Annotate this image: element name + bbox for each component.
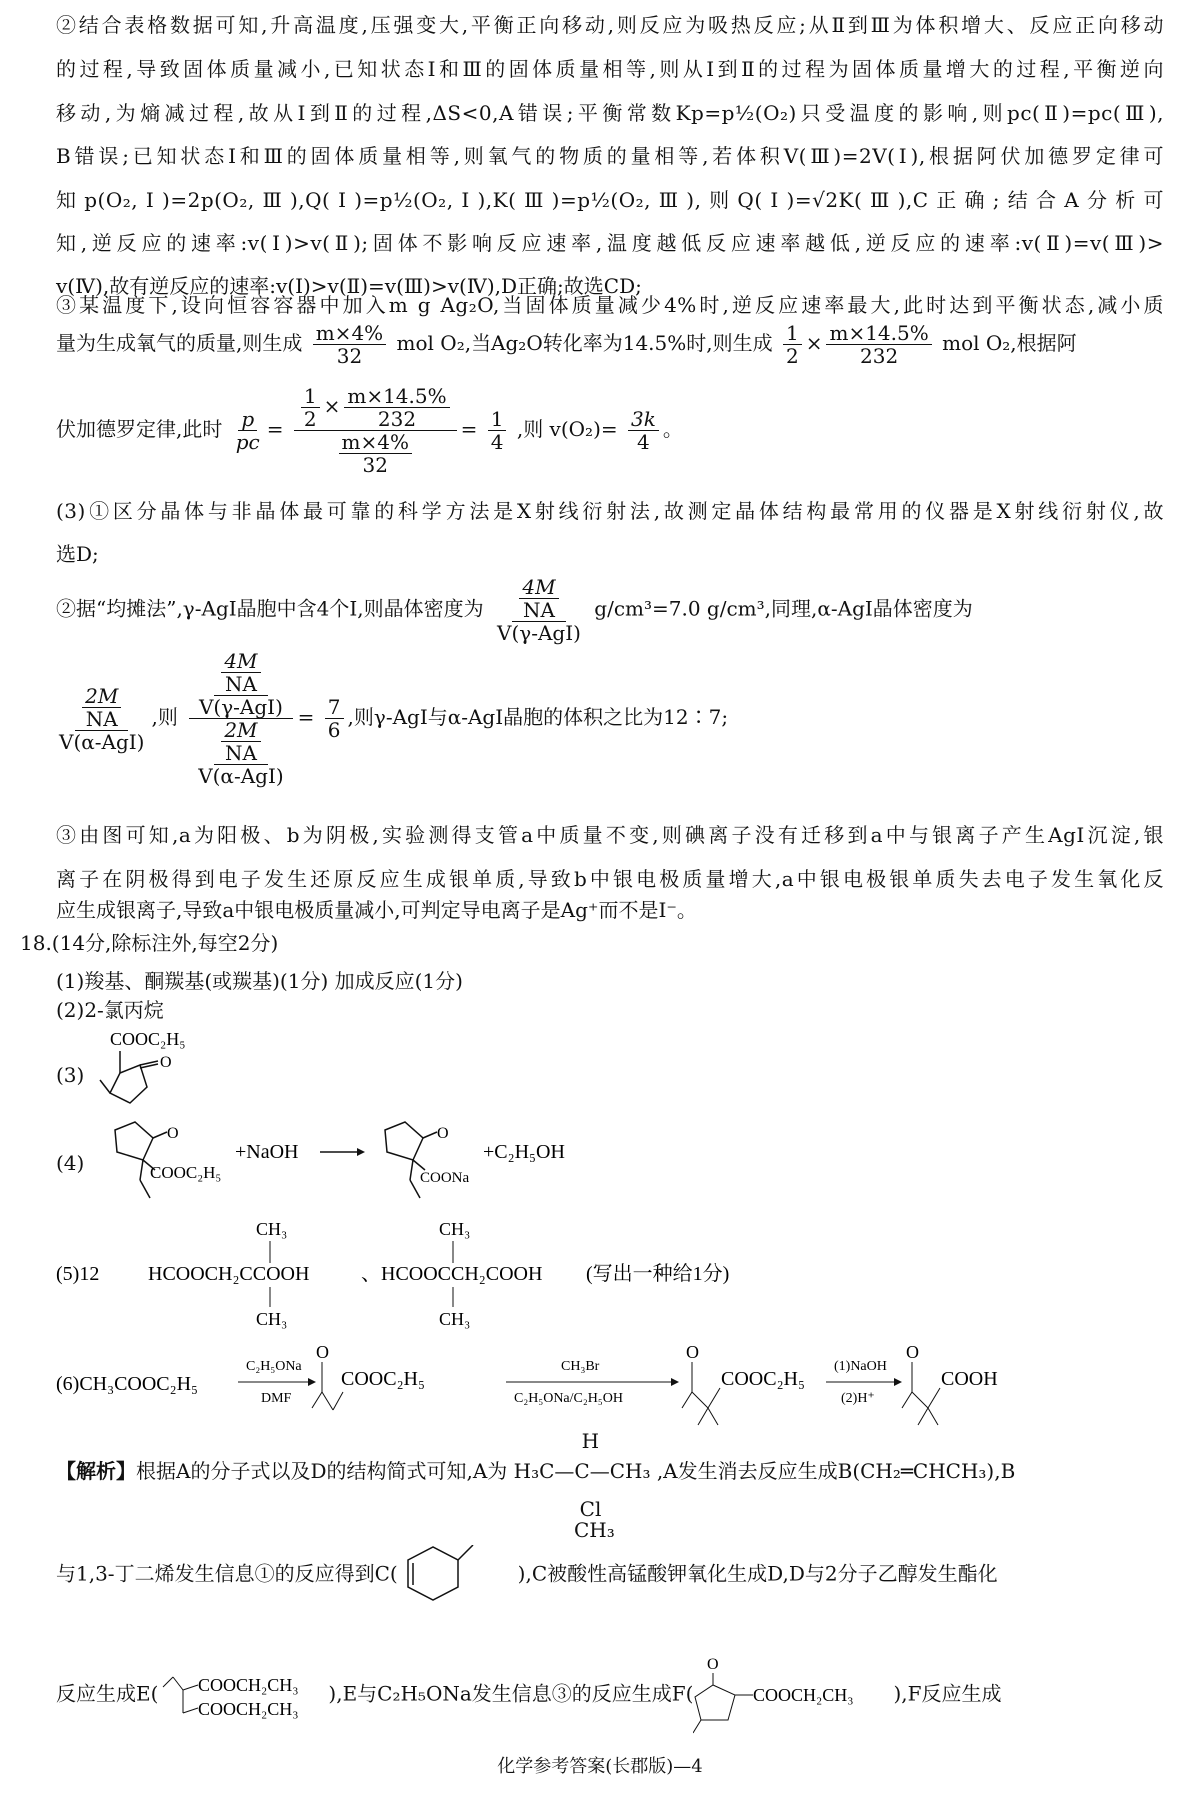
oxygen: O bbox=[707, 1656, 720, 1673]
den: 32 bbox=[336, 344, 363, 368]
text-line: 离子在阴极得到电子发生还原反应生成银单质,导致b中银电极质量增大,a中银电极银单质失去电子发生氧化反 bbox=[56, 867, 1164, 891]
separator: 、 bbox=[361, 1263, 381, 1285]
analysis-line bbox=[56, 1655, 1002, 1735]
num: 2M bbox=[82, 685, 121, 708]
question-header: 18.(14分,除标注外,每空2分) bbox=[20, 931, 279, 955]
den: 4 bbox=[637, 430, 650, 454]
fraction bbox=[301, 385, 320, 430]
hydrogen: H bbox=[581, 1429, 600, 1453]
fraction bbox=[519, 576, 558, 621]
den: 4 bbox=[490, 430, 504, 454]
num bbox=[512, 576, 565, 622]
text-line: ③由图可知,a为阳极、b为阴极,实验测得支管a中质量不变,则碘离子没有迁移到a中与银离子产生AgI沉淀,银 bbox=[56, 823, 1164, 847]
text: g/cm³=7.0 g/cm³,同理,α-AgI晶体密度为 bbox=[594, 596, 973, 621]
text: ,A发生消去反应生成B(CH₂═CHCH₃),B bbox=[656, 1459, 1016, 1483]
fraction bbox=[488, 408, 507, 453]
start-material: (6)CH₃COOC₂H₅ bbox=[56, 1373, 199, 1395]
product: +C₂H₅OH bbox=[483, 1141, 565, 1163]
text: 。 bbox=[662, 417, 683, 441]
fraction bbox=[325, 696, 344, 741]
compound-A bbox=[513, 1429, 651, 1521]
den: 32 bbox=[362, 453, 388, 477]
num: 4M bbox=[519, 576, 558, 599]
num: 3k bbox=[628, 408, 659, 431]
text: ),F反应生成 bbox=[893, 1681, 1002, 1706]
substituent: COONa bbox=[420, 1170, 470, 1186]
ester: COOCH₂CH₃ bbox=[198, 1699, 299, 1719]
fraction bbox=[221, 650, 260, 695]
num: 1 bbox=[783, 322, 802, 345]
reagent: (2)H⁺ bbox=[841, 1391, 875, 1406]
text: 反应生成E( bbox=[56, 1681, 159, 1706]
structure-F bbox=[693, 1655, 893, 1735]
fraction bbox=[313, 322, 386, 367]
den: 2 bbox=[785, 344, 799, 368]
num: 1 bbox=[301, 385, 320, 408]
text: ,则γ-AgI与α-AgI晶胞的体积之比为12∶7; bbox=[347, 705, 729, 729]
text-line: ③某温度下,设向恒容容器中加入m g Ag₂O,当固体质量减少4%时,逆反应速率最大,此时达到平衡状态,减小质 bbox=[56, 293, 1164, 317]
fraction bbox=[344, 385, 449, 430]
num: 4M bbox=[221, 650, 260, 673]
fraction bbox=[195, 719, 286, 787]
num bbox=[189, 650, 293, 719]
num bbox=[294, 385, 457, 431]
num: m×4% bbox=[339, 431, 412, 454]
ester: COOCH₂CH₃ bbox=[198, 1675, 299, 1695]
num bbox=[214, 719, 267, 765]
conditions: C₂H₅ONa/C₂H₅OH bbox=[514, 1391, 623, 1406]
den: 6 bbox=[327, 718, 341, 742]
fraction bbox=[196, 650, 286, 718]
den: 232 bbox=[377, 407, 417, 431]
times: × bbox=[323, 394, 341, 418]
times: × bbox=[805, 331, 823, 355]
den: V(α-AgI) bbox=[59, 729, 145, 754]
reagent: (1)NaOH bbox=[834, 1359, 887, 1374]
equals: = bbox=[460, 417, 478, 441]
text-line: 移动,为熵减过程,故从Ⅰ到Ⅱ的过程,ΔS<0,A错误;平衡常数Kp=p½(O₂)只受温度的影响,则pc(Ⅱ)=pc(Ⅲ), bbox=[56, 101, 1164, 125]
den: 232 bbox=[860, 344, 899, 368]
answer-2: (2)2-氯丙烷 bbox=[56, 998, 164, 1022]
fraction bbox=[826, 322, 931, 367]
analysis-line bbox=[56, 1518, 998, 1605]
text: mol O₂,当Ag₂O转化率为14.5%时,则生成 bbox=[396, 331, 773, 355]
den bbox=[188, 719, 293, 787]
num: p bbox=[238, 408, 257, 431]
formula-line bbox=[56, 650, 728, 787]
den bbox=[332, 431, 419, 476]
num bbox=[75, 685, 128, 731]
equation-answer-4 bbox=[95, 1120, 635, 1215]
den: V(α-AgI) bbox=[198, 764, 284, 788]
formula-line bbox=[56, 385, 683, 476]
structure-E bbox=[158, 1665, 328, 1725]
product: COOH bbox=[941, 1368, 998, 1390]
text: ,则 bbox=[151, 705, 178, 729]
analysis-line bbox=[56, 1429, 1016, 1521]
formula-line bbox=[56, 322, 1077, 367]
num: m×14.5% bbox=[344, 385, 449, 408]
fraction bbox=[783, 322, 802, 367]
substituent: COOC₂H₅ bbox=[150, 1163, 222, 1182]
count: (5)12 bbox=[56, 1263, 100, 1285]
fraction bbox=[221, 719, 260, 764]
answer-1: (1)羧基、酮羰基(或羰基)(1分) 加成反应(1分) bbox=[56, 969, 463, 993]
text-line: 选D; bbox=[56, 542, 99, 566]
note: (写出一种给1分) bbox=[586, 1263, 730, 1285]
den: V(γ-AgI) bbox=[198, 695, 283, 719]
answer-3-label: (3) bbox=[56, 1063, 85, 1087]
complex-fraction bbox=[56, 685, 147, 753]
fraction bbox=[339, 431, 412, 476]
formula-line bbox=[56, 576, 973, 644]
text-line: 应生成银离子,导致a中银电极质量减小,可判定导电离子是Ag⁺而不是I⁻。 bbox=[56, 898, 697, 922]
methyl: CH₃ bbox=[256, 1219, 288, 1239]
analysis-label: 【解析】 bbox=[56, 1459, 136, 1483]
structure-answer-3 bbox=[85, 1025, 205, 1110]
reagent: CH₃Br bbox=[561, 1359, 600, 1374]
fraction bbox=[82, 685, 121, 730]
complex-fraction bbox=[494, 576, 584, 644]
formula: H₃C—C—CH₃ bbox=[513, 1459, 651, 1483]
den: pc bbox=[235, 430, 260, 454]
methyl: CH₃ bbox=[439, 1309, 471, 1329]
text: mol O₂,根据阿 bbox=[942, 331, 1077, 355]
synthesis-route-answer-6 bbox=[56, 1340, 1156, 1435]
text-line: B错误;已知状态Ⅰ和Ⅲ的固体质量相等,则氧气的物质的量相等,若体积V(Ⅲ)=2V(Ⅰ),根据阿伏加德罗定律可 bbox=[56, 144, 1164, 168]
text-line: v(Ⅳ),故有逆反应的速率:v(Ⅰ)>v(Ⅱ)=v(Ⅲ)>v(Ⅳ),D正确;故选CD; bbox=[56, 274, 642, 298]
reagent: C₂H₅ONa bbox=[246, 1359, 302, 1374]
text: 量为生成氧气的质量,则生成 bbox=[56, 331, 303, 355]
num: m×14.5% bbox=[826, 322, 931, 345]
den: NA bbox=[522, 598, 555, 622]
text-line: (3)①区分晶体与非晶体最可靠的科学方法是X射线衍射法,故测定晶体结构最常用的仪器是X射线衍射仪,故 bbox=[56, 499, 1164, 523]
chlorine: Cl bbox=[579, 1497, 602, 1521]
answer-5 bbox=[56, 1215, 856, 1330]
oxygen: O bbox=[160, 1054, 172, 1071]
text: 伏加德罗定律,此时 bbox=[56, 417, 223, 441]
oxygen: O bbox=[167, 1125, 179, 1142]
page-footer: 化学参考答案(长郡版)—4 bbox=[497, 1756, 703, 1777]
den: NA bbox=[224, 672, 257, 696]
num: 2M bbox=[221, 719, 260, 742]
text-line: ②结合表格数据可知,升高温度,压强变大,平衡正向移动,则反应为吸热反应;从Ⅱ到Ⅲ为体积增大、反应正向移动 bbox=[56, 13, 1164, 37]
methyl: CH₃ bbox=[256, 1309, 288, 1329]
text-line: 的过程,导致固体质量减小,已知状态Ⅰ和Ⅲ的固体质量相等,则从Ⅰ到Ⅱ的过程为固体质量增大的过程,平衡逆向 bbox=[56, 57, 1164, 81]
oxygen: O bbox=[316, 1342, 329, 1362]
text: ),C被酸性高锰酸钾氧化生成D,D与2分子乙醇发生酯化 bbox=[517, 1561, 998, 1586]
num bbox=[214, 650, 267, 696]
text-line: 知p(O₂,Ⅰ)=2p(O₂,Ⅲ),Q(Ⅰ)=p½(O₂,Ⅰ),K(Ⅲ)=p½(O₂,Ⅲ),则Q(Ⅰ)=√2K(Ⅲ),C正确;结合A分析可 bbox=[56, 188, 1164, 212]
solvent: DMF bbox=[261, 1391, 292, 1406]
text-line: 知,逆反应的速率:v(Ⅰ)>v(Ⅱ);固体不影响反应速率,温度越低反应速率越低,逆反应的速率:v(Ⅱ)=v(Ⅲ)> bbox=[56, 231, 1164, 255]
intermediate: COOC₂H₅ bbox=[721, 1368, 805, 1390]
oxygen: O bbox=[437, 1125, 449, 1142]
text: ②据“均摊法”,γ-AgI晶胞中含4个I,则晶体密度为 bbox=[56, 596, 484, 621]
fraction bbox=[628, 408, 659, 453]
oxygen: O bbox=[906, 1342, 919, 1362]
methyl: CH₃ bbox=[574, 1518, 615, 1542]
text: 根据A的分子式以及D的结构简式可知,A为 bbox=[136, 1459, 508, 1483]
den: V(γ-AgI) bbox=[497, 621, 581, 645]
structure-C bbox=[398, 1545, 518, 1605]
intermediate: COOC₂H₅ bbox=[341, 1368, 425, 1390]
text: 与1,3-丁二烯发生信息①的反应得到C( bbox=[56, 1561, 398, 1586]
ester: COOCH₂CH₃ bbox=[753, 1685, 855, 1705]
complex-fraction bbox=[188, 650, 293, 787]
methyl: CH₃ bbox=[439, 1219, 471, 1239]
den: NA bbox=[224, 741, 257, 765]
oxygen: O bbox=[686, 1342, 699, 1362]
substituent: COOC₂H₅ bbox=[110, 1029, 186, 1049]
text: ,则 v(O₂)= bbox=[516, 417, 618, 441]
num: 1 bbox=[488, 408, 507, 431]
num: 7 bbox=[325, 696, 344, 719]
den: NA bbox=[85, 706, 118, 731]
complex-fraction bbox=[294, 385, 457, 476]
den: 2 bbox=[303, 407, 317, 431]
text: ),E与C₂H₅ONa发生信息③的反应生成F( bbox=[328, 1681, 694, 1706]
isomer-1: HCOOCH₂CCOOH bbox=[148, 1263, 310, 1285]
equals: = bbox=[297, 705, 315, 729]
equals: = bbox=[266, 417, 284, 441]
answer-4-label: (4) bbox=[56, 1151, 85, 1175]
num: m×4% bbox=[313, 322, 386, 345]
reagent: +NaOH bbox=[235, 1141, 299, 1163]
isomer-2: HCOOCCH₂COOH bbox=[381, 1263, 543, 1285]
fraction bbox=[233, 408, 263, 453]
